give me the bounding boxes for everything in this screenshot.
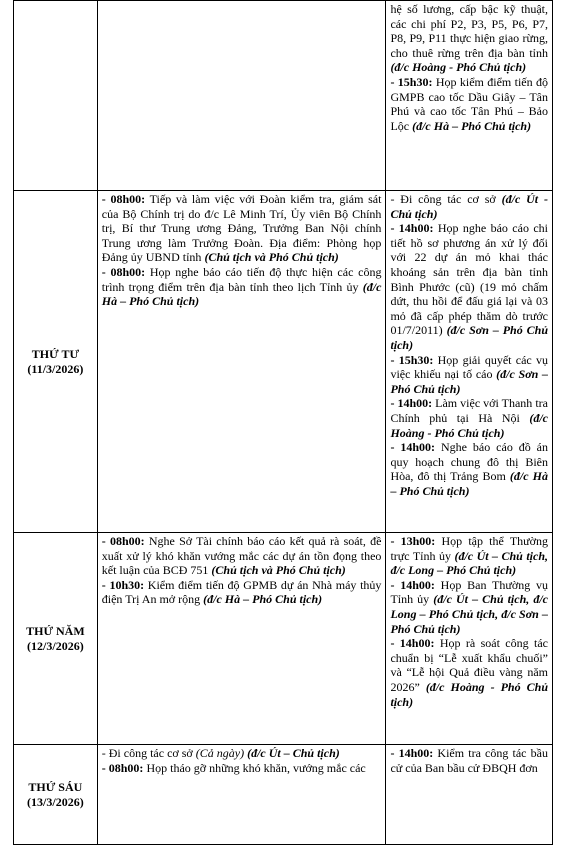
- schedule-entry: [390, 2, 548, 75]
- day-date: (11/3/2026): [27, 361, 84, 376]
- entry-text: - Đi công tác cơ sở: [101, 746, 196, 760]
- schedule-table: [13, 0, 553, 845]
- morning-cell: [97, 191, 386, 533]
- entry-text: Nghe Sở Tài chính báo cáo kết quả rà soát, đề xuất xử lý khó khăn vướng mắc các dự án tồn đọng theo kết luận của BCĐ 751: [101, 534, 382, 578]
- entry-attendee: (Chủ tịch và Phó Chủ tịch): [211, 563, 346, 578]
- entry-attendee: (đ/c Hà – Phó Chủ tịch): [390, 469, 549, 498]
- entry-text: Kiểm điểm tiến độ GPMB dự án Nhà máy thủy điện Trị An mở rộng: [101, 577, 382, 607]
- entry-attendee: (đ/c Hoàng - Phó Chủ tịch): [390, 410, 548, 440]
- entry-text: - Đi công tác cơ sở: [390, 192, 496, 206]
- entry-time: - 14h00:: [390, 221, 434, 236]
- schedule-entry: [102, 746, 382, 761]
- entry-text: Làm việc với Thanh tra Chính phủ tại Hà Nội: [390, 396, 548, 425]
- entry-attendee: (đ/c Út – Chủ tịch, đ/c Long – Phó Chủ tịch, đ/c Sơn – Phó Chủ tịch): [390, 592, 548, 636]
- schedule-entry: [102, 761, 382, 776]
- entry-attendee: (đ/c Hà – Phó Chủ tịch): [203, 592, 323, 607]
- afternoon-cell: [386, 533, 553, 745]
- day-name: THỨ SÁU: [28, 779, 83, 794]
- day-cell: [14, 1, 98, 191]
- entry-text: Họp tập thể Thường trực Tỉnh ủy: [390, 534, 548, 563]
- schedule-entry: [390, 440, 548, 498]
- entry-attendee: (đ/c Sơn – Phó Chủ tịch): [390, 367, 548, 396]
- schedule-entry: [390, 396, 548, 440]
- afternoon-cell: [386, 1, 553, 191]
- schedule-entry: [102, 578, 382, 607]
- day-cell: [14, 191, 98, 533]
- entry-text: Nghe báo cáo đồ án quy hoạch chung đô thị Biên Hòa, đô thị Trảng Bom: [390, 440, 549, 484]
- entry-attendee: (đ/c Hà – Phó Chủ tịch): [412, 118, 532, 133]
- entry-note: (Cả ngày): [195, 746, 245, 760]
- entry-attendee: (đ/c Hà – Phó Chủ tịch): [101, 279, 382, 309]
- entry-time: - 15h30:: [390, 352, 434, 367]
- schedule-entry: [102, 265, 382, 309]
- entry-time: - 08h00:: [101, 760, 144, 775]
- morning-cell: [97, 1, 386, 191]
- entry-text: Tiếp và làm việc với Đoàn kiểm tra, giám sát của Bộ Chính trị do đ/c Lê Minh Trí, Ủy viên Bộ Chính trị, Bí thư Trung ương Đảng, Trưởng Ban Nội chính Trung ương làm Trưởng Đoàn. Địa điểm: Phòng họp Đảng ủy UBND tỉnh: [101, 192, 382, 265]
- entry-time: - 14h00:: [390, 636, 435, 651]
- entry-text: Họp nghe báo cáo tiến độ thực hiện các công trình trọng điểm trên địa bàn tỉnh theo lịch Tỉnh ủy: [101, 264, 382, 294]
- morning-cell: [97, 533, 386, 745]
- afternoon-cell: [386, 191, 553, 533]
- entry-attendee: (đ/c Út - Chủ tịch): [390, 192, 549, 221]
- entry-time: - 15h30:: [390, 74, 433, 89]
- schedule-entry: [102, 534, 382, 578]
- schedule-entry: [390, 75, 548, 133]
- day-cell: [14, 533, 98, 745]
- entry-attendee: (đ/c Út – Chủ tịch): [247, 746, 340, 760]
- entry-attendee: (Chủ tịch và Phó Chủ tịch): [204, 250, 339, 265]
- day-name: THỨ TƯ: [31, 346, 79, 361]
- schedule-entry: [102, 192, 382, 265]
- day-name: THỨ NĂM: [26, 623, 85, 638]
- entry-text: Họp kiểm điểm tiến độ GMPB cao tốc Dầu Giây – Tân Phú và cao tốc Tân Phú – Bảo Lộc: [390, 74, 548, 133]
- entry-text: Họp Ban Thường vụ Tỉnh ủy: [390, 577, 548, 607]
- entry-text: hệ số lương, cấp bậc kỹ thuật, các chi phí P2, P3, P5, P6, P7, P8, P9, P11 thực hiện giao rừng, cho thuê rừng trên địa bàn tỉnh: [390, 2, 548, 60]
- schedule-row: [14, 191, 553, 533]
- entry-time: - 10h30:: [101, 577, 145, 592]
- entry-time: - 13h00:: [390, 534, 436, 548]
- schedule-entry: [390, 221, 548, 352]
- entry-attendee: (đ/c Hoàng - Phó Chủ tịch): [390, 679, 549, 709]
- entry-text: Kiểm tra công tác bầu cử của Ban bầu cử ĐBQH đơn: [390, 746, 548, 775]
- entry-time: - 08h00:: [101, 534, 145, 548]
- entry-time: - 08h00:: [101, 264, 146, 279]
- entry-time: - 14h00:: [390, 440, 436, 455]
- entry-attendee: (đ/c Hoàng - Phó Chủ tịch): [390, 60, 527, 75]
- schedule-entry: [390, 636, 548, 709]
- entry-time: - 14h00:: [390, 577, 435, 592]
- schedule-entry: [390, 534, 548, 578]
- entry-text: Họp tháo gỡ những khó khăn, vướng mắc các: [143, 760, 366, 775]
- entry-time: - 14h00:: [390, 746, 434, 760]
- entry-attendee: (đ/c Út – Chủ tịch, đ/c Long – Phó Chủ tịch): [390, 548, 548, 578]
- schedule-entry: [390, 578, 548, 636]
- entry-text: Họp nghe báo cáo chi tiết hồ sơ phương án xử lý đối với 22 dự án mỏ khai thác khoáng sản trên địa bàn tỉnh Bình Phước (cũ) (19 mỏ chấm dứt, thu hồi để đấu giá lại và 03 mỏ đã cấp phép thăm dò trước 01/7/2011): [390, 221, 548, 338]
- schedule-entry: [390, 192, 548, 221]
- day-date: (12/3/2026): [27, 638, 84, 653]
- schedule-row: [14, 533, 553, 745]
- schedule-entry: [390, 353, 548, 397]
- entry-text: Họp giải quyết các vụ việc khiếu nại tố cáo: [390, 352, 548, 382]
- entry-time: - 14h00:: [390, 396, 433, 411]
- entry-time: - 08h00:: [101, 192, 146, 206]
- entry-attendee: (đ/c Sơn – Phó Chủ tịch): [390, 323, 548, 352]
- schedule-entry: [390, 746, 548, 775]
- schedule-body: [14, 1, 553, 845]
- schedule-row: [14, 1, 553, 191]
- entry-text: Họp rà soát công tác chuẩn bị “Lễ xuất khẩu chuối” và “Lễ hội Quả điều vàng năm 2026”: [390, 636, 548, 694]
- day-date: (13/3/2026): [27, 794, 84, 809]
